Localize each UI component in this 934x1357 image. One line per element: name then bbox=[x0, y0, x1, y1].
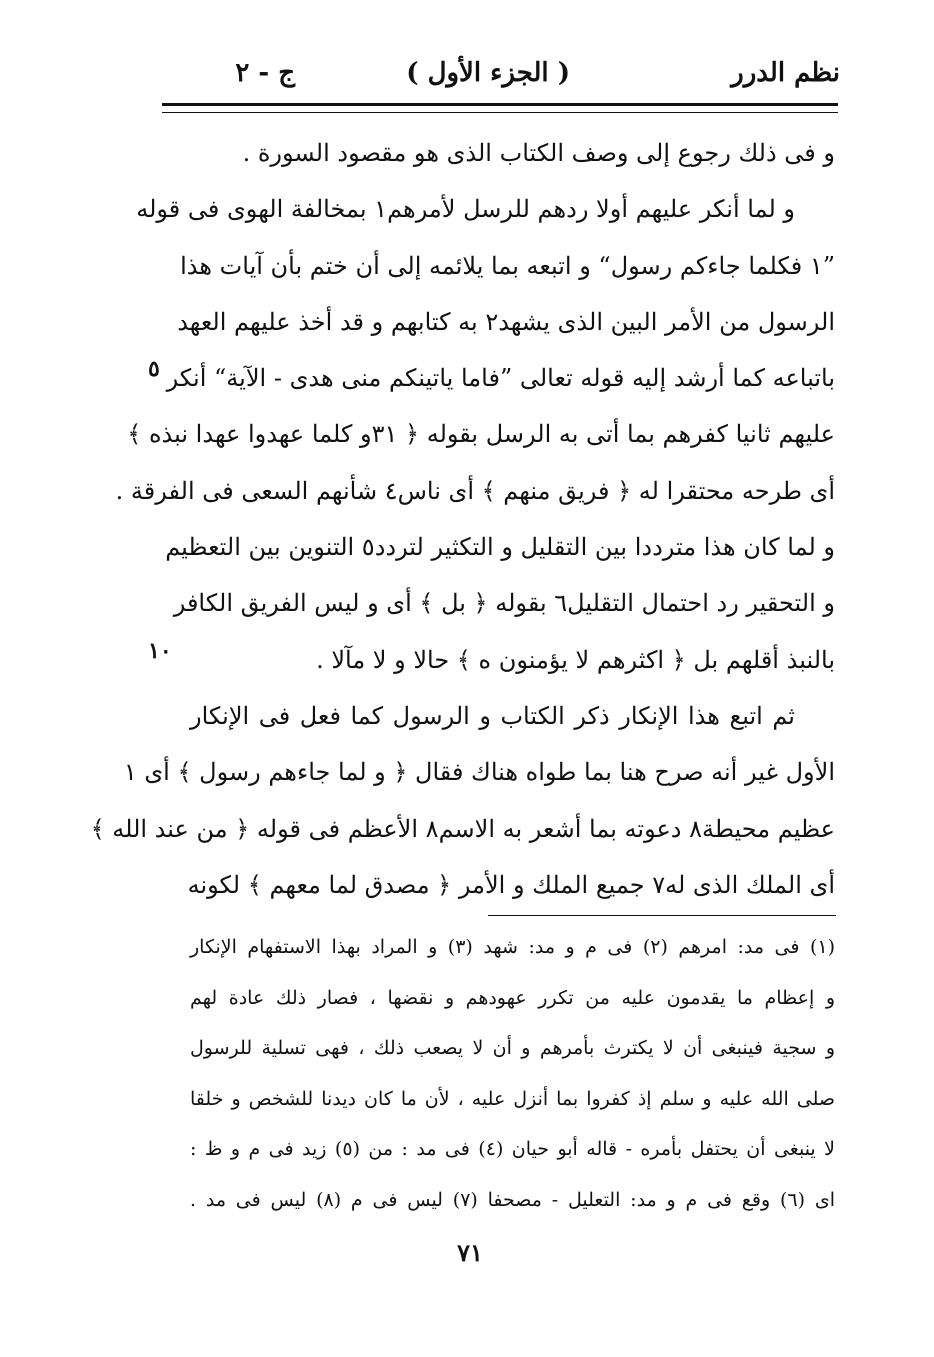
text-line: عظيم محيطة٨ دعوته بما أشعر به الاسم٨ الأعظم فى قوله ﴿ من عند الله ﴾ bbox=[90, 814, 835, 843]
text-line: بالنبذ أقلهم بل ﴿ اكثرهم لا يؤمنون ه ﴾ حالا و لا مآلا . bbox=[316, 645, 835, 674]
footnote-line: و إعظام ما يقدمون عليه من تكرر عهودهم و نقضها ، فصار ذلك عادة لهم bbox=[190, 986, 835, 1009]
line-number-10: ١٠ bbox=[148, 638, 172, 664]
text-line: أى طرحه محتقرا له ﴿ فريق منهم ﴾ أى ناس٤ شأنهم السعى فى الفرقة . bbox=[115, 476, 835, 505]
page-number: ٧١ bbox=[457, 1238, 483, 1267]
book-title: نظم الدرر bbox=[731, 58, 840, 88]
text-line: و التحقير رد احتمال التقليل٦ بقوله ﴿ بل ﴾ أى و ليس الفريق الكافر bbox=[173, 589, 835, 618]
text-line: باتباعه كما أرشد إليه قوله تعالى ”فاما ياتينكم منى هدى - الآية“ أنكر bbox=[166, 364, 835, 393]
text-line: عليهم ثانيا كفرهم بما أتى به الرسل بقوله ﴿ ٣١و كلما عهدوا عهدا نبذه ﴾ bbox=[127, 420, 835, 449]
text-line: و لما أنكر عليهم أولا ردهم للرسل لأمرهم١ بمخالفة الهوى فى قوله bbox=[136, 195, 795, 224]
header-rule-thin bbox=[162, 112, 838, 113]
footnotes bbox=[190, 922, 835, 1225]
footnote-line: لا ينبغى أن يحتفل بأمره - قاله أبو حيان (٤) فى مد : من (٥) زيد فى م و ظ : bbox=[190, 1138, 836, 1160]
text-line: الأول غير أنه صرح هنا بما طواه هناك فقال ﴿ و لما جاءهم رسول ﴾ أى ١ bbox=[123, 758, 835, 787]
header-rule-thick bbox=[162, 103, 838, 106]
running-header bbox=[150, 52, 840, 98]
footnote-line: (١) فى مد: امرهم (٢) فى م و مد: شهد (٣) و المراد بهذا الاستفهام الإنكار bbox=[190, 936, 835, 958]
footnote-line: صلى الله عليه و سلم إذ كفروا بما أنزل عليه ، لأن ما كان ديدنا للشخص و خلقا bbox=[190, 1087, 835, 1110]
footnote-line: اى (٦) وقع فى م و مد: التعليل - مصحفا (٧) ليس فى م (٨) ليس فى مد . bbox=[190, 1188, 835, 1211]
line-number-5: ٥ bbox=[148, 356, 160, 382]
footnote-line: و سجية فينبغى أن لا يكترث بأمرهم و أن لا يصعب ذلك ، فهى تسلية للرسول bbox=[190, 1037, 835, 1059]
text-line: الرسول من الأمر البين الذى يشهد٢ به كتابهم و قد أخذ عليهم العهد bbox=[177, 307, 835, 336]
footnote-rule bbox=[488, 915, 836, 916]
volume-number: ج - ٢ bbox=[235, 58, 295, 88]
text-line: أى الملك الذى له٧ جميع الملك و الأمر ﴿ مصدق لما معهم ﴾ لكونه bbox=[187, 870, 835, 899]
text-line: ثم اتبع هذا الإنكار ذكر الكتاب و الرسول كما فعل فى الإنكار bbox=[190, 701, 795, 730]
text-line: ”١ فكلما جاءكم رسول“ و اتبعه بما يلائمه إلى أن ختم بأن آيات هذا bbox=[180, 251, 835, 280]
text-line: و لما كان هذا مترددا بين التقليل و التكثير لتردد٥ التنوين بين التعظيم bbox=[165, 533, 835, 562]
part-title: ( الجزء الأول ) bbox=[406, 58, 570, 88]
text-line: و فى ذلك رجوع إلى وصف الكتاب الذى هو مقصود السورة . bbox=[242, 139, 835, 167]
